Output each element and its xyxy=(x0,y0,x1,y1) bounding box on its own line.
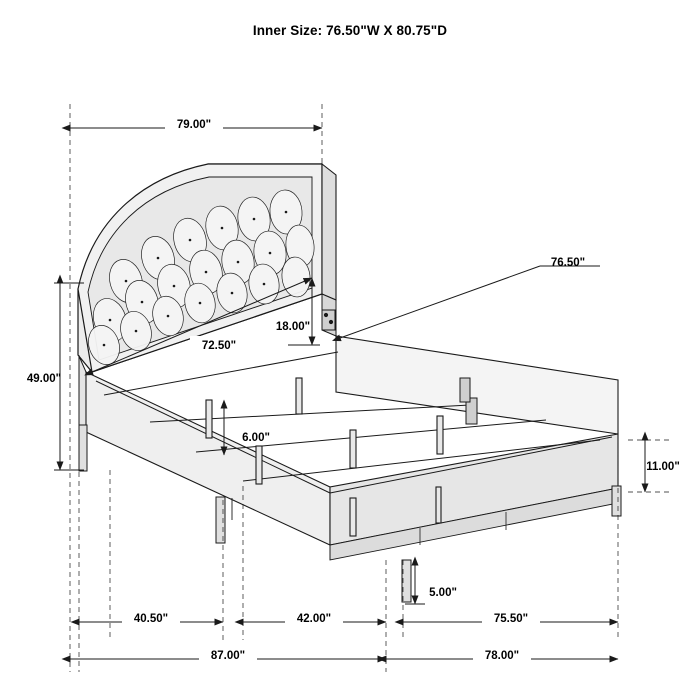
dim-label-side-segment: 75.50" xyxy=(493,613,529,625)
dim-label-overall-height: 49.00" xyxy=(26,373,62,385)
dim-label-side-rail-depth: 76.50" xyxy=(550,257,586,269)
dim-label-slat-height: 6.00" xyxy=(242,432,270,444)
dim-label-headboard-width: 79.00" xyxy=(176,119,212,131)
dim-label-overall-width: 87.00" xyxy=(210,650,246,662)
dim-label-rail-height: 11.00" xyxy=(646,461,680,473)
dim-label-overall-depth: 78.00" xyxy=(484,650,520,662)
dim-label-headboard-panel-width: 72.50" xyxy=(201,340,237,352)
bed-illustration xyxy=(78,164,621,602)
dim-label-leg-height: 5.00" xyxy=(429,587,457,599)
dim-label-headboard-lower-height: 18.00" xyxy=(275,321,311,333)
bed-frame xyxy=(79,310,621,602)
dim-label-foot-mid-segment: 42.00" xyxy=(296,613,332,625)
page-title: Inner Size: 76.50"W X 80.75"D xyxy=(252,23,448,38)
dim-label-foot-left-segment: 40.50" xyxy=(133,613,169,625)
